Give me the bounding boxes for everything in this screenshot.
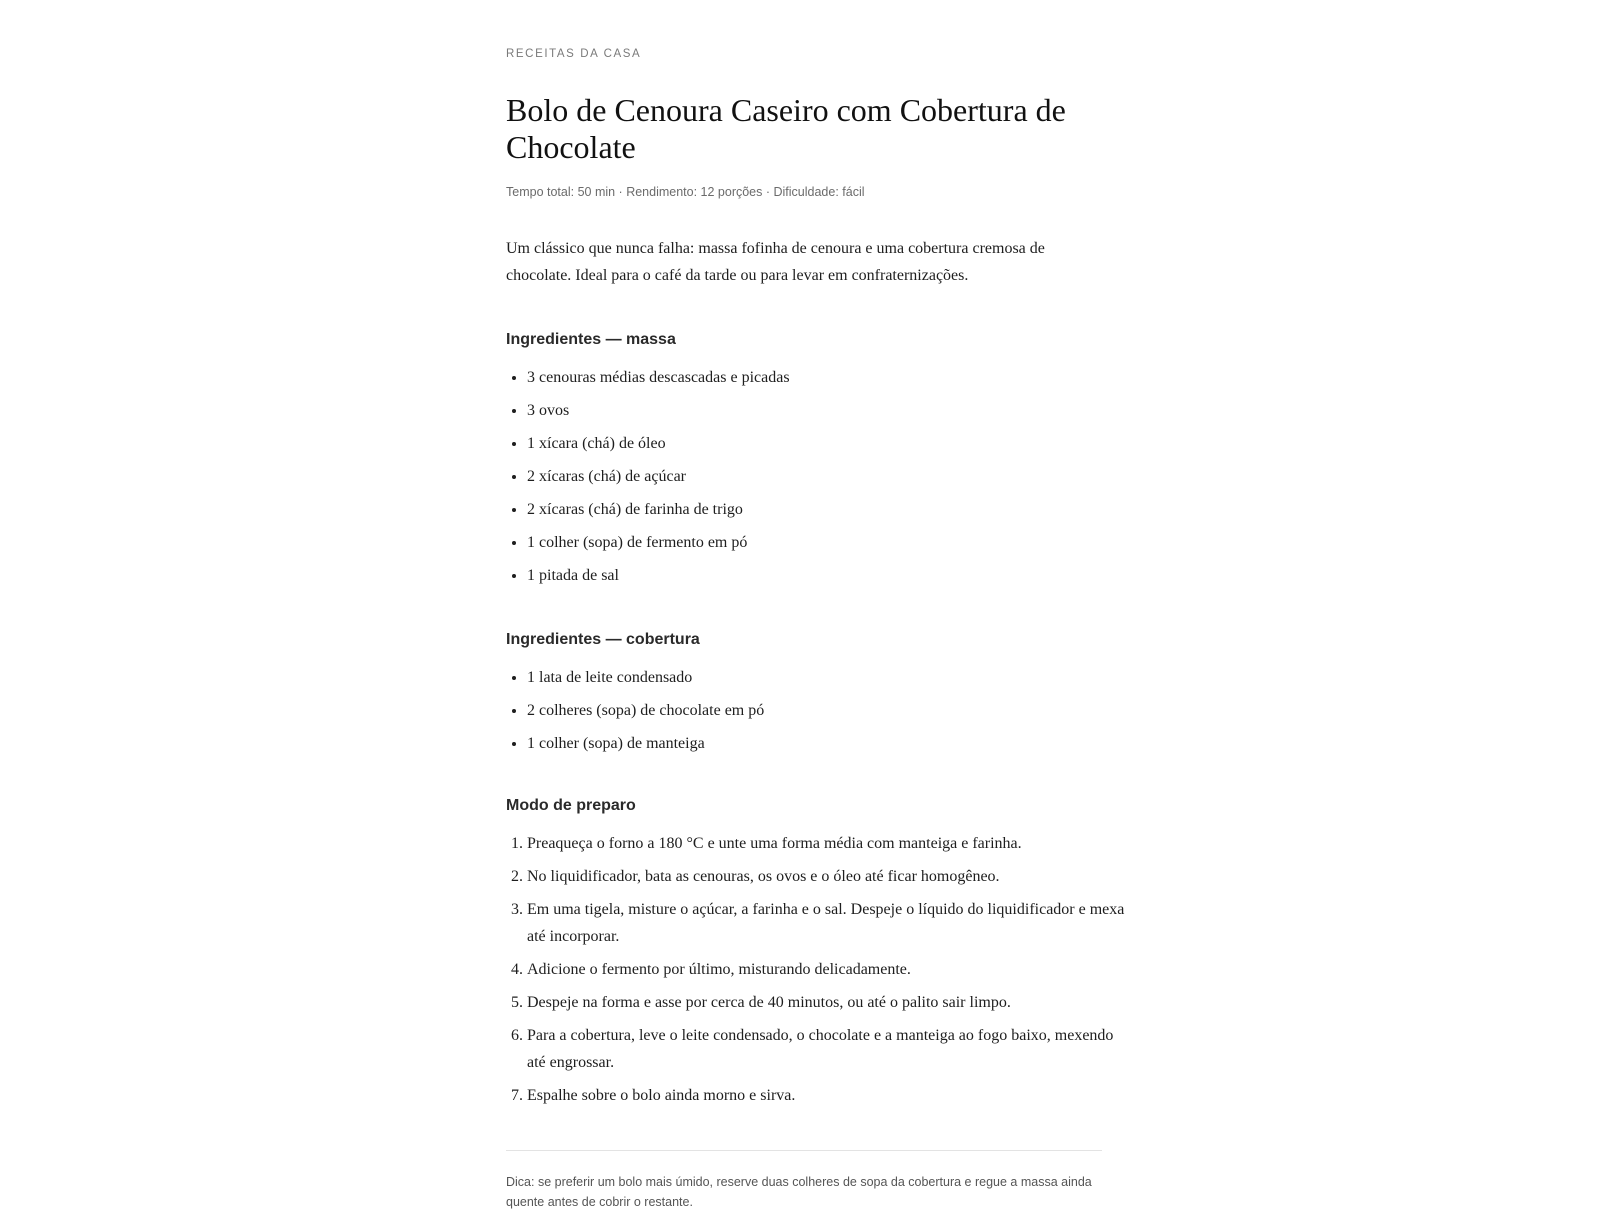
ingredient-item: • 1 xícara (chá) de óleo bbox=[527, 430, 1127, 457]
method-step: 4. Adicione o fermento por último, misturando delicadamente. bbox=[527, 956, 1127, 983]
ingredient-item: • 1 lata de leite condensado bbox=[527, 664, 1127, 691]
ingredient-item: • 3 ovos bbox=[527, 397, 1127, 424]
method-step: 3. Em uma tigela, misture o açúcar, a farinha e o sal. Despeje o líquido do liquidificador e mexa até incorporar. bbox=[527, 896, 1127, 950]
dough-ingredients-list bbox=[506, 364, 1127, 595]
ingredient-item: • 2 colheres (sopa) de chocolate em pó bbox=[527, 697, 1127, 724]
section-label: RECEITAS DA CASA bbox=[506, 48, 642, 60]
method-step: 1. Preaqueça o forno a 180 °C e unte uma forma média com manteiga e farinha. bbox=[527, 830, 1127, 857]
dough-ingredients-heading: Ingredientes — massa bbox=[506, 331, 676, 348]
topping-ingredients-heading: Ingredientes — cobertura bbox=[506, 631, 700, 648]
divider bbox=[506, 1150, 1102, 1151]
recipe-title: Bolo de Cenoura Caseiro com Cobertura de Chocolate bbox=[506, 92, 1066, 165]
recipe-intro: Um clássico que nunca falha: massa fofinha de cenoura e uma cobertura cremosa de chocolate. Ideal para o café da tarde ou para levar em confraternizações. bbox=[506, 240, 1045, 284]
ingredient-item: • 1 colher (sopa) de manteiga bbox=[527, 730, 1127, 757]
topping-ingredients-list bbox=[506, 664, 1127, 763]
ingredient-item: • 1 colher (sopa) de fermento em pó bbox=[527, 529, 1127, 556]
method-step: 7. Espalhe sobre o bolo ainda morno e sirva. bbox=[527, 1082, 1127, 1109]
ingredient-item: • 1 pitada de sal bbox=[527, 562, 1127, 589]
recipe-tip: Dica: se preferir um bolo mais úmido, reserve duas colheres de sopa da cobertura e regue a massa ainda quente antes de cobrir o restante. bbox=[506, 1175, 1092, 1209]
method-step: 2. No liquidificador, bata as cenouras, os ovos e o óleo até ficar homogêneo. bbox=[527, 863, 1127, 890]
method-heading: Modo de preparo bbox=[506, 797, 636, 814]
recipe-meta: Tempo total: 50 min · Rendimento: 12 porções · Dificuldade: fácil bbox=[506, 185, 865, 199]
ingredient-item: • 3 cenouras médias descascadas e picadas bbox=[527, 364, 1127, 391]
ingredient-item: • 2 xícaras (chá) de farinha de trigo bbox=[527, 496, 1127, 523]
ingredient-item: • 2 xícaras (chá) de açúcar bbox=[527, 463, 1127, 490]
method-steps-list bbox=[506, 830, 1127, 1115]
method-step: 5. Despeje na forma e asse por cerca de 40 minutos, ou até o palito sair limpo. bbox=[527, 989, 1127, 1016]
method-step: 6. Para a cobertura, leve o leite condensado, o chocolate e a manteiga ao fogo baixo, mexendo até engrossar. bbox=[527, 1022, 1127, 1076]
